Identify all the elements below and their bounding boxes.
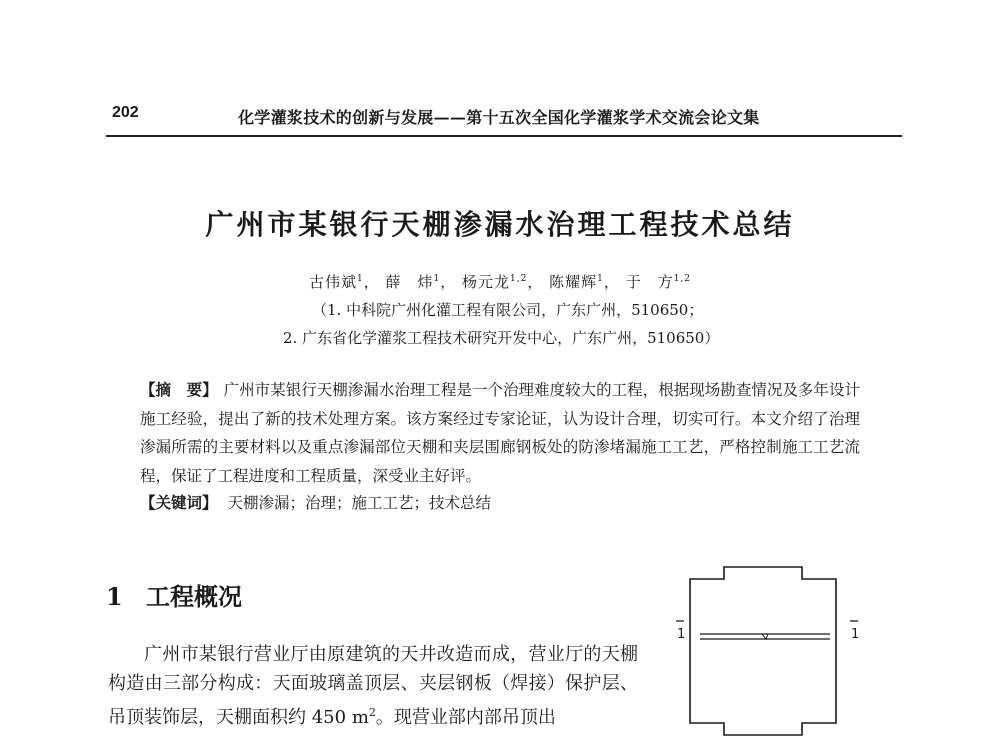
author-name: 杨元龙 [462,273,511,291]
keywords-label: 【关键词】 [140,493,218,512]
affiliation-1: （1. 中科院广州化灌工程有限公司，广东广州，510650； [312,301,704,319]
author-affiliation-mark: 1 [433,274,441,284]
author-name: 古伟斌 [308,273,357,291]
page-number: 202 [112,104,139,121]
keywords [140,491,491,513]
section-heading [106,577,242,612]
header-rule [106,135,902,137]
floor-plan-outline [690,567,836,735]
author-list: 古伟斌$^1$， 薛 炜$^1$， 杨元龙$^{1,2}$， 陈耀辉$^1$， 于 方$^{1,2}$ [308,273,692,291]
break-mark [762,634,768,639]
paragraph-text-end: 。现营业部内部吊顶出 [375,707,556,728]
keywords-text: 天棚渗漏；治理；施工工艺；技术总结 [227,494,492,512]
section-title: 工程概况 [146,582,242,611]
area-exponent: 2 [368,706,376,719]
body-paragraph [108,640,638,732]
section-number: 1 [106,582,123,611]
author-name: 薛 炜 [385,273,434,291]
author-name: 于 方 [625,273,674,291]
area-unit: m [351,707,369,728]
floor-plan-figure [670,555,870,738]
area-value: 450 [311,707,347,728]
abstract-text: 广州市某银行天棚渗漏水治理工程是一个治理难度较大的工程，根据现场勘查情况及多年设计施工经验，提出了新的技术处理方案。该方案经过专家论证，认为设计合理，切实可行。本文介绍了治理渗漏所需的主要材料以及重点渗漏部位天棚和夹层围廊钢板处的防渗堵漏施工工艺，严格控制施工工艺流程，保证了工程进度和工程质量，深受业主好评。 [140,381,860,485]
abstract [140,376,860,490]
affiliation-2: 2. 广东省化学灌浆工程技术研究开发中心，广东广州，510650） [283,329,720,347]
section-marker-right: 1 [851,627,860,642]
author-affiliation-mark: 1,2 [673,274,692,284]
article-title: 广州市某银行天棚渗漏水治理工程技术总结 [205,208,795,241]
author-affiliation-mark: 1 [597,274,604,284]
section-marker-left: 1 [677,627,686,642]
abstract-label: 【摘 要】 [140,380,218,399]
paragraph-text: 广州市某银行营业厅由原建筑的天井改造而成，营业厅的天棚构造由三部分构成：天面玻璃盖顶层、夹层钢板（焊接）保护层、吊顶装饰层，天棚面积约 [108,644,638,728]
running-title: 化学灌浆技术的创新与发展——第十五次全国化学灌浆学术交流会论文集 [238,108,760,127]
author-affiliation-mark: 1 [356,274,364,284]
author-name: 陈耀辉 [549,273,598,291]
author-affiliation-mark: 1,2 [510,274,528,284]
